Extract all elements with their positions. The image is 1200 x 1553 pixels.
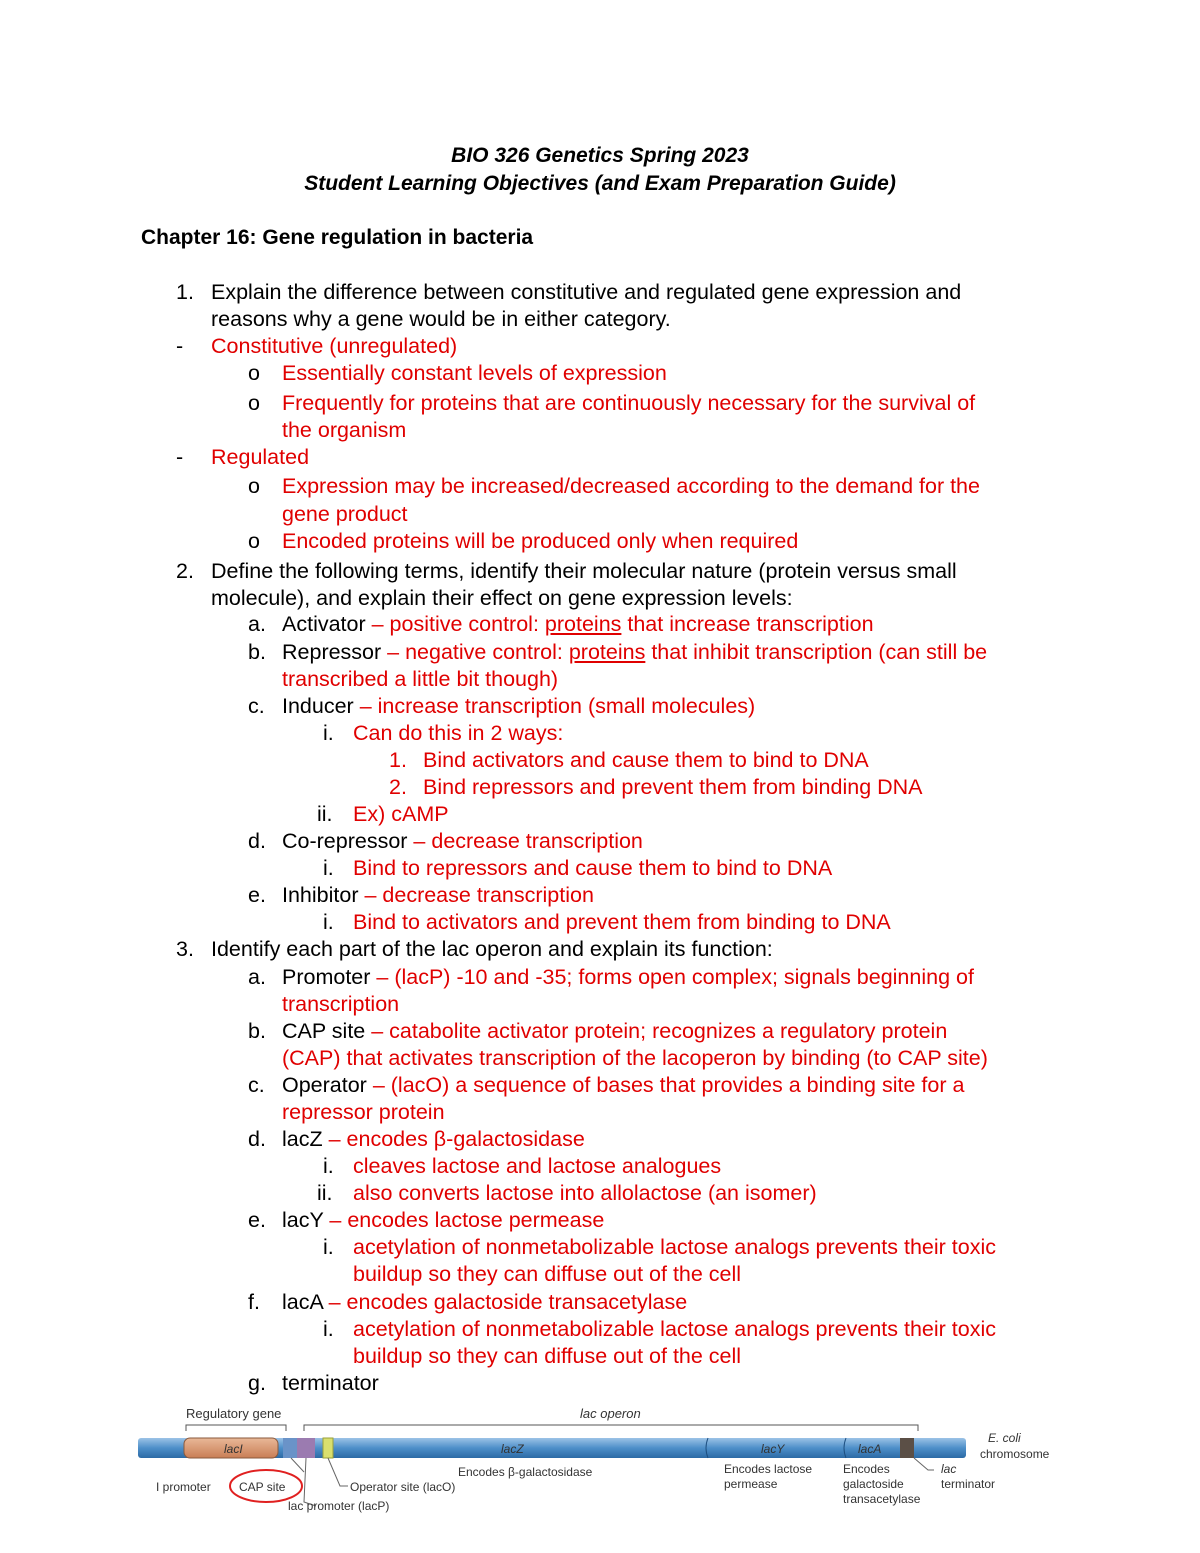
regulated-point-1-cont: gene product — [282, 502, 408, 526]
lac-operon-figure — [136, 1400, 1066, 1540]
bullet-o: o — [248, 361, 260, 385]
constitutive-heading: Constitutive (unregulated) — [211, 334, 458, 358]
lac-operon-bracket — [304, 1425, 918, 1431]
q1-text: Explain the difference between constitutive and regulated gene expression and — [211, 280, 962, 304]
laca-label: lacA — [858, 1442, 882, 1456]
doc-title: BIO 326 Genetics Spring 2023 — [451, 144, 749, 167]
promoter-item-cont: transcription — [282, 992, 400, 1016]
encodes-lacz-label: Encodes β-galactosidase — [458, 1465, 593, 1479]
num-mark: 2. — [389, 775, 407, 799]
promoter-block — [297, 1438, 315, 1458]
lacz-sub-ii: also converts lactose into allolactose (an isomer) — [353, 1181, 817, 1205]
encodes-lacy-label-cont: permease — [724, 1477, 778, 1491]
promoter-item: Promoter – (lacP) -10 and -35; forms open complex; signals beginning of — [282, 965, 974, 989]
repressor-item-cont: transcribed a little bit though) — [282, 667, 559, 691]
q3-text: Identify each part of the lac operon and explain its function: — [211, 937, 773, 961]
roman-mark: i. — [323, 1154, 334, 1178]
lacy-label: lacY — [761, 1442, 785, 1456]
q1-number: 1. — [176, 280, 194, 304]
lacz-item: lacZ – encodes β-galactosidase — [282, 1127, 585, 1151]
laci-label: lacI — [224, 1442, 243, 1456]
laca-item: lacA – encodes galactoside transacetylase — [282, 1290, 688, 1314]
roman-mark: i. — [323, 721, 334, 745]
item-mark: a. — [248, 965, 266, 989]
constitutive-point-2: Frequently for proteins that are continuously necessary for the survival of — [282, 391, 976, 415]
ecoli-label: E. coli — [988, 1431, 1021, 1445]
regulated-heading: Regulated — [211, 445, 310, 469]
regulatory-gene-bracket — [186, 1425, 286, 1431]
item-mark: d. — [248, 829, 266, 853]
item-mark: b. — [248, 1019, 266, 1043]
regulated-point-2: Encoded proteins will be produced only when required — [282, 529, 799, 553]
lac-terminator-label-cont: terminator — [941, 1477, 996, 1491]
cap-site-item-cont: (CAP) that activates transcription of the lacoperon by binding (to CAP site) — [282, 1046, 988, 1070]
inhibitor-item: Inhibitor – decrease transcription — [282, 883, 594, 907]
chapter-heading: Chapter 16: Gene regulation in bacteria — [141, 226, 534, 249]
roman-mark: i. — [323, 856, 334, 880]
cap-site-block — [283, 1438, 297, 1458]
terminator-block — [900, 1438, 914, 1458]
lacz-label: lacZ — [501, 1442, 524, 1456]
inducer-item: Inducer – increase transcription (small molecules) — [282, 694, 756, 718]
operator-block — [323, 1438, 333, 1458]
inducer-way-2: Bind repressors and prevent them from binding DNA — [423, 775, 923, 799]
inducer-sub-i: Can do this in 2 ways: — [353, 721, 564, 745]
num-mark: 1. — [389, 748, 407, 772]
bullet-o: o — [248, 529, 260, 553]
q2-text: Define the following terms, identify their molecular nature (protein versus small — [211, 559, 957, 583]
item-mark: e. — [248, 883, 266, 907]
item-mark: a. — [248, 612, 266, 636]
operator-item: Operator – (lacO) a sequence of bases that provides a binding site for a — [282, 1073, 965, 1097]
item-mark: b. — [248, 640, 266, 664]
bullet-o: o — [248, 474, 260, 498]
corepressor-sub-i: Bind to repressors and cause them to bind to DNA — [353, 856, 833, 880]
regulatory-gene-label: Regulatory gene — [186, 1406, 282, 1421]
lacy-item: lacY – encodes lactose permease — [282, 1208, 605, 1232]
roman-mark: i. — [323, 910, 334, 934]
chromosome-label: chromosome — [980, 1447, 1050, 1461]
item-mark: f. — [248, 1290, 260, 1314]
inhibitor-sub-i: Bind to activators and prevent them from binding to DNA — [353, 910, 891, 934]
terminator-item: terminator — [282, 1371, 379, 1395]
roman-mark: i. — [323, 1317, 334, 1341]
roman-mark: ii. — [317, 1181, 333, 1205]
roman-mark: ii. — [317, 802, 333, 826]
inducer-way-1: Bind activators and cause them to bind to DNA — [423, 748, 869, 772]
operator-item-cont: repressor protein — [282, 1100, 445, 1124]
q1-text-cont: reasons why a gene would be in either category. — [211, 307, 671, 331]
cap-site-label: CAP site — [239, 1480, 286, 1494]
cap-site-item: CAP site – catabolite activator protein; recognizes a regulatory protein — [282, 1019, 948, 1043]
encodes-laca-label: Encodes — [843, 1462, 890, 1476]
lac-promoter-label: lac promoter (lacP) — [288, 1499, 390, 1513]
q2-number: 2. — [176, 559, 194, 583]
operator-pointer — [328, 1458, 348, 1486]
encodes-laca-label-cont: galactoside — [843, 1477, 904, 1491]
constitutive-point-2-cont: the organism — [282, 418, 407, 442]
repressor-item: Repressor – negative control: proteins that inhibit transcription (can still be — [282, 640, 988, 664]
lac-operon-diagram — [136, 1400, 1066, 1540]
terminator-pointer — [914, 1458, 934, 1470]
roman-mark: i. — [323, 1235, 334, 1259]
cap-site-pointer — [291, 1458, 304, 1472]
lacy-sub-i-cont: buildup so they can diffuse out of the cell — [353, 1262, 742, 1286]
activator-item: Activator – positive control: proteins that increase transcription — [282, 612, 874, 636]
lac-terminator-label: lac — [941, 1462, 957, 1476]
bullet-o: o — [248, 391, 260, 415]
i-promoter-label: I promoter — [156, 1480, 211, 1494]
dash-bullet: - — [176, 334, 184, 358]
item-mark: e. — [248, 1208, 266, 1232]
laca-sub-i-cont: buildup so they can diffuse out of the cell — [353, 1344, 742, 1368]
constitutive-point-1: Essentially constant levels of expression — [282, 361, 667, 385]
corepressor-item: Co-repressor – decrease transcription — [282, 829, 643, 853]
lac-operon-label: lac operon — [580, 1406, 641, 1421]
lacz-sub-i: cleaves lactose and lactose analogues — [353, 1154, 722, 1178]
item-mark: d. — [248, 1127, 266, 1151]
q2-text-cont: molecule), and explain their effect on gene expression levels: — [211, 586, 793, 610]
doc-subtitle: Student Learning Objectives (and Exam Preparation Guide) — [304, 172, 896, 195]
lacy-sub-i: acetylation of nonmetabolizable lactose analogs prevents their toxic — [353, 1235, 996, 1259]
encodes-lacy-label: Encodes lactose — [724, 1462, 813, 1476]
inducer-sub-ii: Ex) cAMP — [353, 802, 449, 826]
dash-bullet: - — [176, 445, 184, 469]
item-mark: c. — [248, 1073, 265, 1097]
q3-number: 3. — [176, 937, 194, 961]
laca-sub-i: acetylation of nonmetabolizable lactose analogs prevents their toxic — [353, 1317, 996, 1341]
operator-site-label: Operator site (lacO) — [350, 1480, 456, 1494]
regulated-point-1: Expression may be increased/decreased according to the demand for the — [282, 474, 980, 498]
encodes-laca-label-cont: transacetylase — [843, 1492, 921, 1506]
item-mark: g. — [248, 1371, 266, 1395]
item-mark: c. — [248, 694, 265, 718]
